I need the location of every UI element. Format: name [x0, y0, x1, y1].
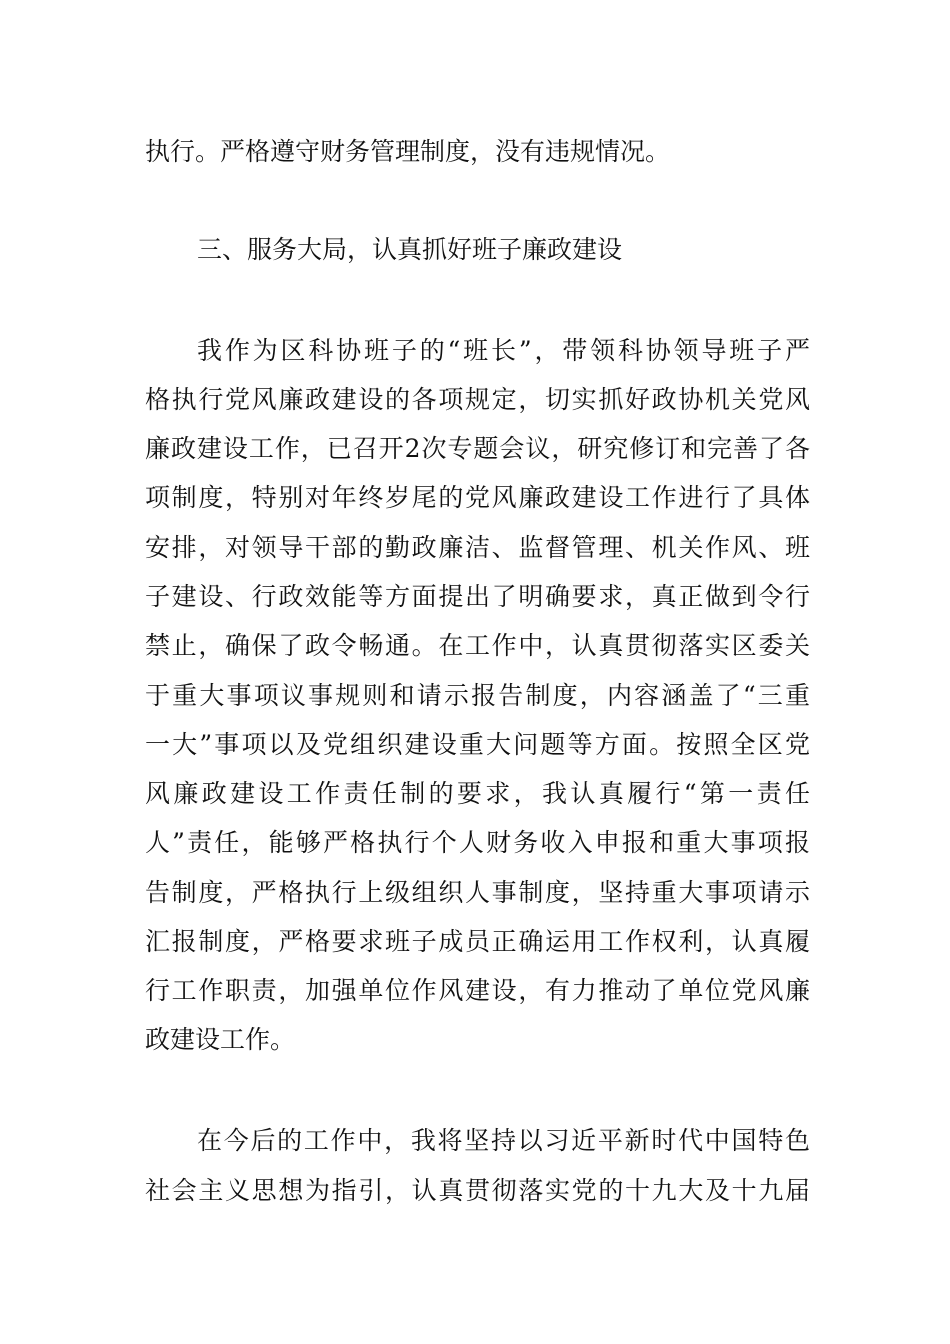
paragraph-line: 我作为区科协班子的“班长”，带领科协领导班子严	[197, 336, 810, 365]
paragraph-line: 执行。严格遵守财务管理制度，没有违规情况。	[145, 137, 671, 166]
section-heading: 三、服务大局，认真抓好班子廉政建设	[197, 235, 623, 264]
paragraph-line: 一大”事项以及党组织建设重大问题等方面。按照全区党	[145, 730, 810, 759]
paragraph-line: 告制度，严格执行上级组织人事制度，坚持重大事项请示	[145, 878, 810, 907]
paragraph-line: 风廉政建设工作责任制的要求，我认真履行“第一责任	[145, 779, 810, 808]
paragraph-line: 禁止，确保了政令畅通。在工作中，认真贯彻落实区委关	[145, 631, 810, 660]
paragraph-line: 人”责任，能够严格执行个人财务收入申报和重大事项报	[145, 828, 810, 857]
paragraph-line: 行工作职责，加强单位作风建设，有力推动了单位党风廉	[145, 976, 810, 1005]
paragraph-line: 于重大事项议事规则和请示报告制度，内容涵盖了“三重	[145, 681, 810, 710]
paragraph-line: 汇报制度，严格要求班子成员正确运用工作权利，认真履	[145, 927, 810, 956]
paragraph-line: 项制度，特别对年终岁尾的党风廉政建设工作进行了具体	[145, 483, 810, 512]
paragraph-line: 子建设、行政效能等方面提出了明确要求，真正做到令行	[145, 582, 810, 611]
paragraph-line: 廉政建设工作，已召开2次专题会议，研究修订和完善了各	[145, 434, 810, 463]
paragraph-line: 格执行党风廉政建设的各项规定，切实抓好政协机关党风	[145, 385, 810, 414]
paragraph-line: 在今后的工作中，我将坚持以习近平新时代中国特色	[197, 1126, 810, 1155]
paragraph-line: 政建设工作。	[145, 1025, 296, 1054]
paragraph-line: 安排，对领导干部的勤政廉洁、监督管理、机关作风、班	[145, 533, 810, 562]
paragraph-line: 社会主义思想为指引，认真贯彻落实党的十九大及十九届	[145, 1176, 810, 1205]
